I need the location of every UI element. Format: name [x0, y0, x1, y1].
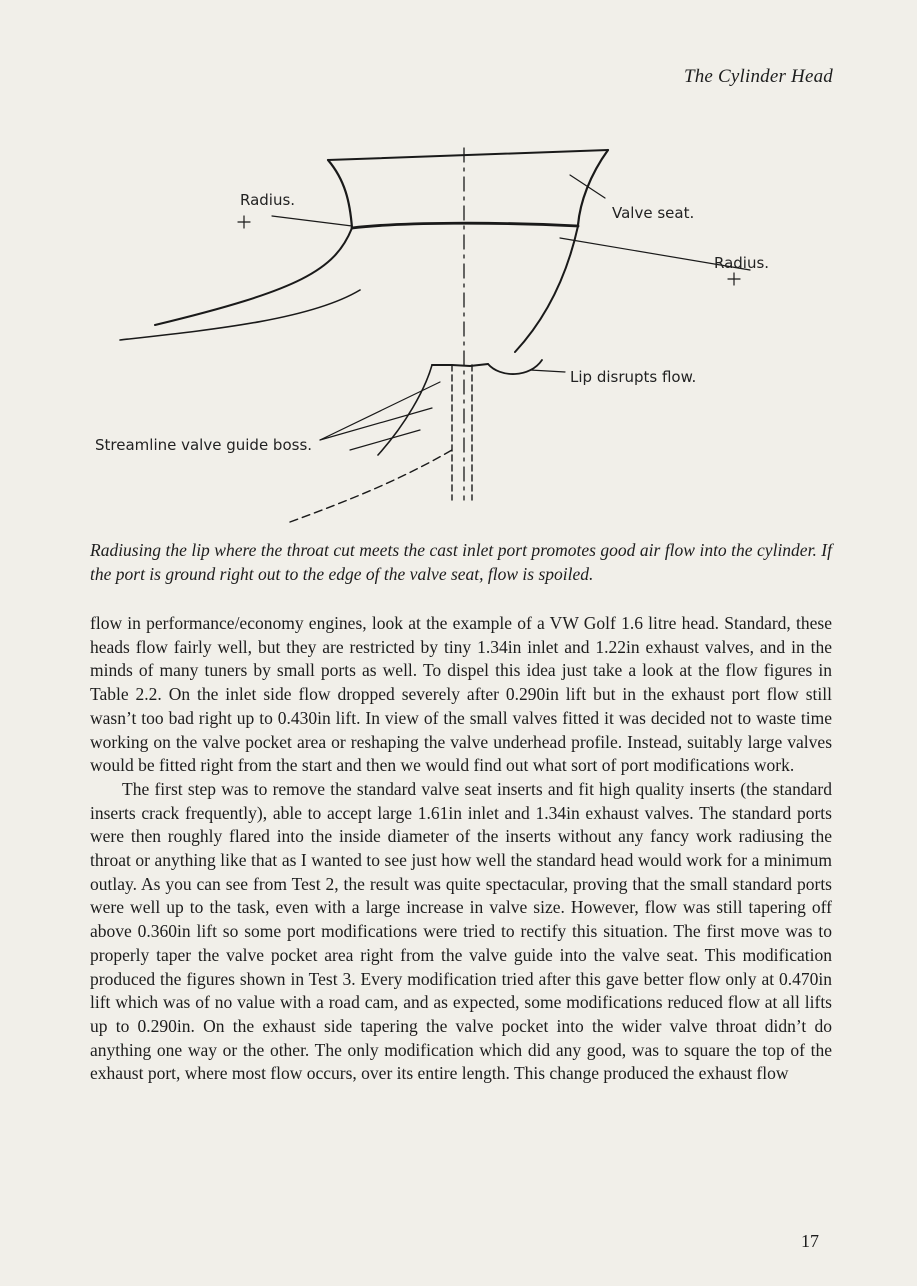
- radius-right-marker: [728, 273, 740, 285]
- paragraph: flow in performance/economy engines, look at the example of a VW Golf 1.6 litre head. Standard, these heads flow fairly well, but they are restricted by tiny 1.34in inlet and 1.22in exhaust valves, and in the minds of many tuners by small ports as well. To dispel this idea just take a look at the flow figures in Table 2.2. On the inlet side flow dropped severely after 0.290in lift but in the exhaust port flow still wasn’t too bad right up to 0.430in lift. In view of the small valves fitted it was decided not to waste time working on the valve pocket area or reshaping the valve underhead profile. Instead, suitably large valves would be fitted right from the start and then we would find out what sort of port modifications work.: [90, 613, 832, 776]
- leader-valve-seat: [570, 175, 605, 198]
- body-text: [90, 612, 832, 1086]
- running-head: The Cylinder Head: [683, 66, 833, 87]
- leader-lip: [530, 370, 565, 372]
- paragraph: The first step was to remove the standard valve seat inserts and fit high quality inserts (the standard inserts crack frequently), able to accept large 1.61in inlet and 1.34in exhaust valves. The standard ports were then roughly flared into the inside diameter of the inserts without any fancy work radiusing the throat or anything like that as I wanted to see just how well the standard head would work for a minimum outlay. As you can see from Test 2, the result was quite spectacular, proving that the small standard ports were well up to the task, even with a large increase in valve size. However, flow was still tapering off above 0.360in lift so some port modifications were tried to rectify this situation. The first move was to properly taper the valve pocket area right from the valve guide into the valve seat. This modification produced the figures shown in Test 3. Every modification tried after this gave better flow only at 0.470in lift which was of no value with a road cam, and as expected, some modifications reduced flow at all lifts up to 0.290in. On the exhaust side tapering the valve pocket into the wider valve throat didn’t do anything one way or the other. The only modification which did any good, was to square the top of the exhaust port, where most flow occurs, over its entire length. This change produced the exhaust flow: [90, 778, 832, 1084]
- port-floor: [120, 290, 360, 340]
- radius-left-marker: [238, 216, 250, 228]
- guide-boss-lip: [488, 360, 542, 374]
- label-radius-left: Radius.: [240, 191, 296, 209]
- label-radius-right: Radius.: [714, 254, 770, 272]
- port-upper-wall: [155, 228, 352, 325]
- label-valve-seat: Valve seat.: [612, 204, 695, 222]
- figure-caption: Radiusing the lip where the throat cut meets the cast inlet port promotes good air flow into the cylinder. If the port is ground right out to the edge of the valve seat, flow is spoiled.: [90, 540, 832, 584]
- port-lower-wall: [515, 226, 578, 352]
- leader-radius-left: [272, 216, 352, 226]
- valve-head-line: [328, 150, 608, 160]
- guide-boss-outline: [432, 364, 488, 366]
- streamline-dashed: [290, 450, 452, 522]
- valve-seat-left: [328, 160, 352, 228]
- throat-band: [352, 223, 578, 228]
- valve-seat-right: [578, 150, 608, 225]
- port-diagram: [60, 120, 850, 540]
- label-lip: Lip disrupts flow.: [570, 368, 697, 386]
- page-number: 17: [801, 1231, 819, 1251]
- label-streamline: Streamline valve guide boss.: [95, 436, 313, 454]
